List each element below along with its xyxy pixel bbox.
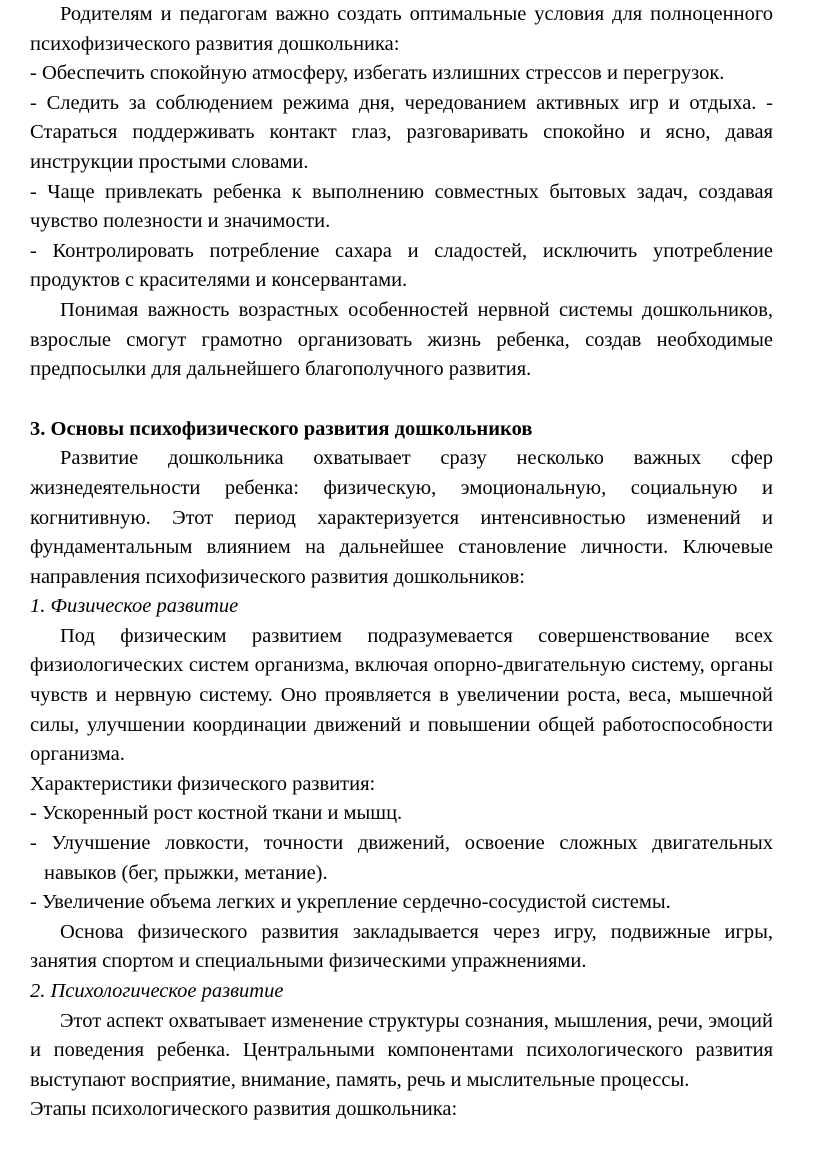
- psychological-paragraph: Этот аспект охватывает изменение структуры сознания, мышления, речи, эмоций и поведения ребенка. Центральными компонентами психологического развития выступают восприятие, внимание, память, речь и мыслительные процессы.: [30, 1009, 773, 1091]
- list-item: - Улучшение ловкости, точности движений, освоение сложных двигательных навыков (бег, прыжки, метание).: [30, 832, 773, 884]
- list-item: - Следить за соблюдением режима дня, чередованием активных игр и отдыха. - Стараться поддерживать контакт глаз, разговаривать спокойно и ясно, давая инструкции простыми словами.: [30, 91, 773, 173]
- list-item: - Обеспечить спокойную атмосферу, избегать излишних стрессов и перегрузок.: [30, 62, 725, 85]
- list-item: - Ускоренный рост костной ткани и мышц.: [30, 802, 403, 825]
- subsection-title: 2. Психологическое развитие: [30, 980, 284, 1002]
- conclusion-paragraph: Понимая важность возрастных особенностей нервной системы дошкольников, взрослые смогут грамотно организовать жизнь ребенка, создав необходимые предпосылки для дальнейшего благополучного развития.: [30, 298, 773, 381]
- section-intro-paragraph: Развитие дошкольника охватывает сразу несколько важных сфер жизнедеятельности ребенка: физическую, эмоциональную, социальную и когнитивную. Этот период характеризуется интенсивностью изменений и фундаментальным влиянием на дальнейшее становление личности. Ключевые направления психофизического развития дошкольников:: [30, 447, 773, 588]
- list-item: - Увеличение объема легких и укрепление сердечно-сосудистой системы.: [30, 891, 671, 914]
- section-heading: 3. Основы психофизического развития дошкольников: [30, 417, 533, 440]
- spacer: [30, 385, 773, 415]
- list-title: Характеристики физического развития:: [30, 772, 376, 795]
- document-body: [30, 0, 773, 1125]
- list-item: - Чаще привлекать ребенка к выполнению совместных бытовых задач, создавая чувство полезности и значимости.: [30, 180, 773, 233]
- subsection-title: 1. Физическое развитие: [30, 595, 239, 618]
- intro-paragraph: Родителям и педагогам важно создать оптимальные условия для полноценного психофизического развития дошкольника:: [30, 3, 773, 55]
- list-title: Этапы психологического развития дошкольника:: [30, 1098, 458, 1121]
- physical-paragraph: Под физическим развитием подразумевается совершенствование всех физиологических систем организма, включая опорно-двигательную систему, органы чувств и нервную систему. Оно проявляется в увеличении роста, веса, мышечной силы, улучшении координации движений и повышении общей работоспособности организма.: [30, 624, 773, 766]
- physical-summary-paragraph: Основа физического развития закладывается через игру, подвижные игры, занятия спортом и специальными физическими упражнениями.: [30, 920, 773, 973]
- list-item: - Контролировать потребление сахара и сладостей, исключить употребление продуктов с красителями и консервантами.: [30, 239, 773, 292]
